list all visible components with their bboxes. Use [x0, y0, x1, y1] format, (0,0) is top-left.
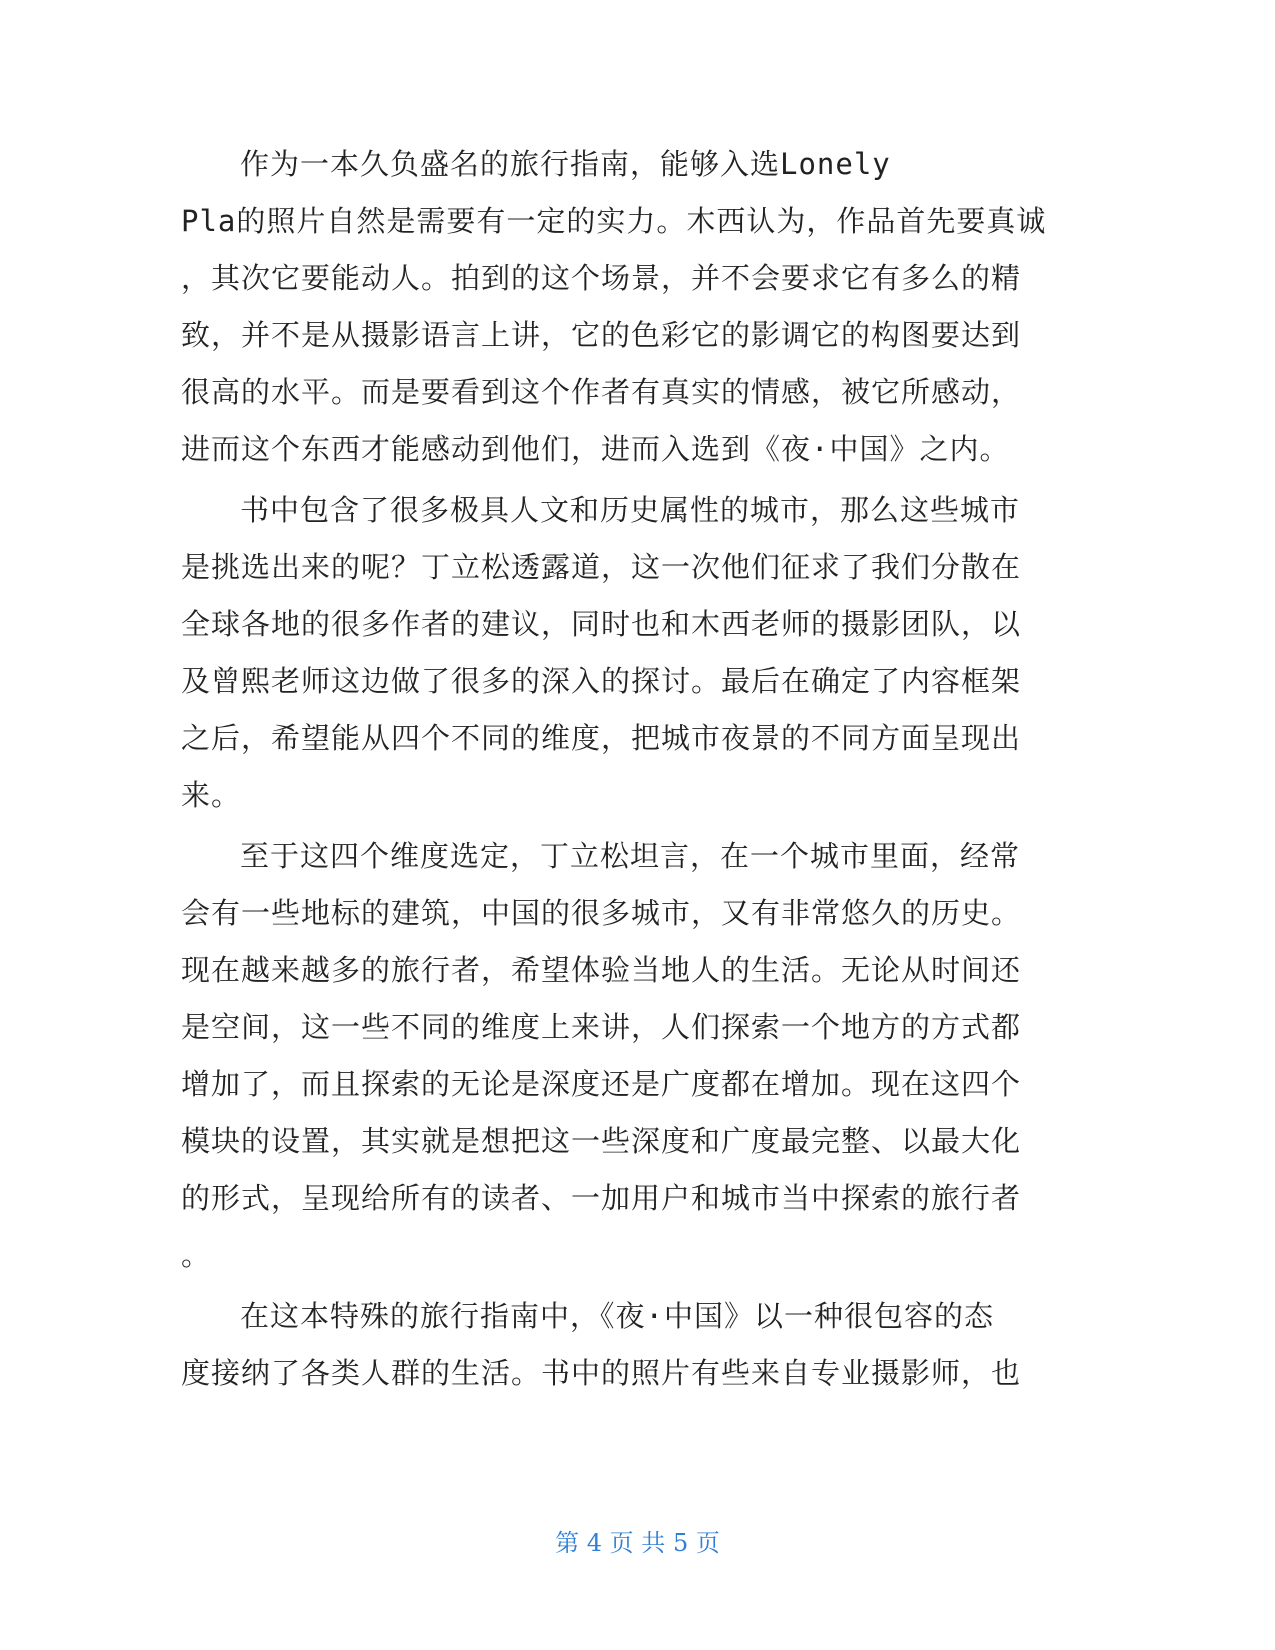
body-line: 是空间，这一些不同的维度上来讲，人们探索一个地方的方式都 — [181, 1010, 1022, 1044]
body-line: 来。 — [181, 778, 242, 812]
body-line: 全球各地的很多作者的建议，同时也和木西老师的摄影团队，以 — [181, 607, 1022, 641]
body-line: 致，并不是从摄影语言上讲，它的色彩它的影调它的构图要达到 — [181, 318, 1022, 352]
body-line: 增加了，而且探索的无论是深度还是广度都在增加。现在这四个 — [181, 1067, 1022, 1101]
body-line: 在这本特殊的旅行指南中，《夜·中国》以一种很包容的态 — [240, 1299, 994, 1333]
body-line: 很高的水平。而是要看到这个作者有真实的情感，被它所感动， — [181, 375, 1022, 409]
body-line: 现在越来越多的旅行者，希望体验当地人的生活。无论从时间还 — [181, 953, 1022, 987]
body-line: 会有一些地标的建筑，中国的很多城市，又有非常悠久的历史。 — [181, 896, 1022, 930]
body-line: 度接纳了各类人群的生活。书中的照片有些来自专业摄影师，也 — [181, 1356, 1022, 1390]
body-line: 模块的设置，其实就是想把这一些深度和广度最完整、以最大化 — [181, 1124, 1022, 1158]
body-line: 是挑选出来的呢？丁立松透露道，这一次他们征求了我们分散在 — [181, 550, 1022, 584]
body-line: 进而这个东西才能感动到他们，进而入选到《夜·中国》之内。 — [181, 432, 1010, 466]
body-line: 之后，希望能从四个不同的维度，把城市夜景的不同方面呈现出 — [181, 721, 1022, 755]
body-line: 。 — [181, 1238, 212, 1272]
body-line: 至于这四个维度选定，丁立松坦言，在一个城市里面，经常 — [240, 839, 1021, 873]
body-line: Pla的照片自然是需要有一定的实力。木西认为，作品首先要真诚 — [181, 204, 1047, 238]
body-line: 书中包含了很多极具人文和历史属性的城市，那么这些城市 — [240, 493, 1021, 527]
body-line: 作为一本久负盛名的旅行指南，能够入选Lonely — [240, 147, 891, 181]
body-line: ，其次它要能动人。拍到的这个场景，并不会要求它有多么的精 — [181, 261, 1022, 295]
body-line: 及曾熙老师这边做了很多的深入的探讨。最后在确定了内容框架 — [181, 664, 1022, 698]
body-line: 的形式，呈现给所有的读者、一加用户和城市当中探索的旅行者 — [181, 1181, 1022, 1215]
page-number-footer: 第 4 页 共 5 页 — [555, 1529, 720, 1557]
